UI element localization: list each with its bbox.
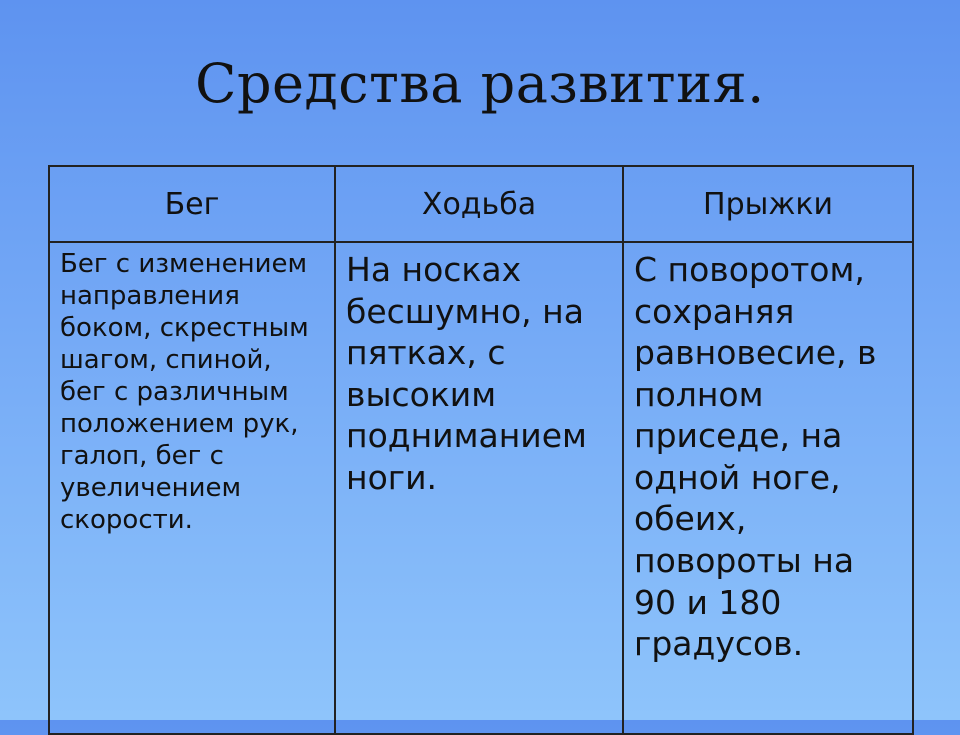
table-row (49, 242, 913, 734)
header-jumping: Прыжки (623, 166, 913, 242)
header-running: Бег (49, 166, 335, 242)
header-walking: Ходьба (335, 166, 623, 242)
slide-title: Средства развития. (195, 52, 765, 115)
development-means-table (48, 165, 912, 735)
cell-jumping: С поворотом, сохраняя равновесие, в полном приседе, на одной ноге, обеих, повороты на 90 и 180 градусов. (623, 242, 913, 734)
table (48, 165, 914, 735)
cell-running: Бег с изменением направления боком, скрестным шагом, спиной, бег с различным положением рук, галоп, бег с увеличением скорости. (49, 242, 335, 734)
table-header-row (49, 166, 913, 242)
cell-walking: На носках бесшумно, на пятках, с высоким подниманием ноги. (335, 242, 623, 734)
